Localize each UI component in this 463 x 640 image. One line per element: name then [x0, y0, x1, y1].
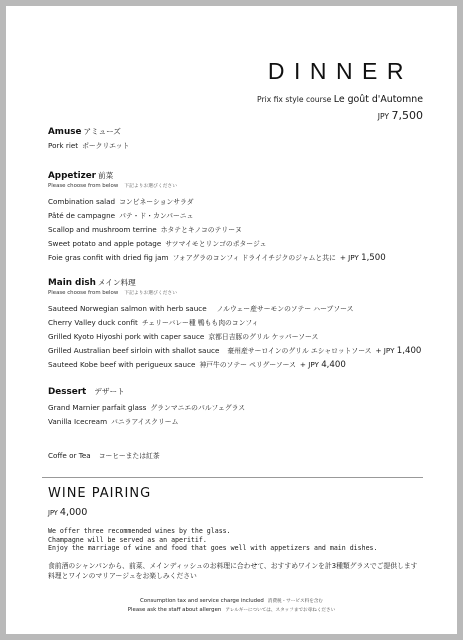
- menu-item-en: Grand Marnier parfait glass: [48, 403, 147, 412]
- choose-note: [48, 289, 421, 296]
- menu-item-ja: ホタテとキノコのテリーヌ: [160, 226, 242, 234]
- section-title-en: Appetizer: [48, 171, 97, 181]
- menu-item-en: Pork riet: [48, 141, 79, 150]
- menu-item-en: Grilled Australian beef sirloin with shallot sauce: [48, 346, 220, 355]
- drink-line: [48, 449, 160, 463]
- menu-item-en: Pâté de campagne: [48, 211, 116, 220]
- section-title-en: Main dish: [48, 278, 96, 288]
- menu-item-ja: グランマニエのパルフェグラス: [150, 404, 246, 412]
- choose-note-en: Please choose from below: [48, 183, 119, 189]
- course-price: [378, 109, 423, 122]
- menu-item: [48, 209, 386, 223]
- section-title-appetizer: [48, 170, 386, 181]
- supplement-value: 4,400: [321, 360, 346, 370]
- menu-item: [48, 223, 386, 237]
- footer-notes: [6, 597, 457, 615]
- menu-item-en: Vanilla Icecream: [48, 417, 108, 426]
- course-line: [257, 94, 423, 105]
- course-label: Prix fix style course: [257, 95, 332, 104]
- allergy-note: [6, 606, 457, 615]
- menu-item: [48, 237, 386, 251]
- menu-page: [6, 6, 457, 634]
- supplement-price: [375, 346, 421, 355]
- supplement-price: [300, 360, 346, 369]
- brand-name: Le goût d'Automne: [333, 94, 423, 105]
- menu-item-en: Coffe or Tea: [48, 451, 91, 460]
- choose-note-ja: 下記よりお選びください: [124, 291, 178, 296]
- wine-description-en: [48, 527, 378, 553]
- wine-pairing-title: WINE PAIRING: [48, 486, 152, 501]
- menu-item-en: Combination salad: [48, 197, 116, 206]
- course-price-currency: JPY: [377, 112, 390, 121]
- menu-item: [48, 415, 245, 429]
- menu-item: [48, 302, 421, 316]
- menu-item: [48, 195, 386, 209]
- section-appetizer: [48, 170, 386, 265]
- menu-item-ja: パテ・ド・カンパーニュ: [119, 212, 194, 220]
- menu-item-en: Sauteed Norwegian salmon with herb sauce: [48, 304, 207, 313]
- menu-item-ja: フォアグラのコンフィ ドライイチジクのジャムと共に: [172, 254, 336, 262]
- menu-item: [48, 401, 245, 415]
- section-title-amuse: [48, 126, 129, 137]
- section-title-ja: アミューズ: [83, 127, 121, 136]
- divider: [42, 477, 423, 478]
- section-main-dish: [48, 277, 421, 372]
- choose-note-ja: 下記よりお選びください: [124, 184, 178, 189]
- course-price-value: 7,500: [391, 109, 423, 122]
- section-title-dessert: [48, 386, 245, 397]
- allergy-note-ja: アレルギーについては、スタッフまでお尋ねください: [225, 608, 336, 613]
- section-title-en: Dessert: [48, 387, 87, 397]
- menu-item: [48, 449, 160, 463]
- section-dessert: [48, 386, 245, 429]
- menu-item-ja: 神戸牛のソテー ペリグーソース: [199, 361, 296, 369]
- section-title-en: Amuse: [48, 127, 82, 137]
- section-amuse: [48, 126, 129, 153]
- supplement-value: 1,500: [361, 253, 386, 263]
- wine-line: Champagne will be served as an aperitif.: [48, 535, 207, 544]
- supplement-prefix: + JPY: [339, 253, 359, 262]
- menu-item-ja: ノルウェー産サーモンのソテー ハーブソース: [216, 305, 354, 313]
- wine-line: 食前酒のシャンパンから、前菜、メインディッシュのお料理に合わせて、おすすめワインを計3種類グラスでご提供します: [48, 562, 418, 570]
- menu-item-ja: サツマイモとリンゴのポタージュ: [165, 240, 267, 248]
- supplement-prefix: + JPY: [299, 360, 319, 369]
- menu-item: [48, 344, 421, 358]
- menu-item: [48, 139, 129, 153]
- menu-item-ja: コンビネーションサラダ: [119, 198, 194, 206]
- menu-item-ja: コーヒーまたは紅茶: [98, 452, 160, 460]
- section-title-ja: メイン料理: [97, 278, 136, 287]
- menu-item-ja: 京都日吉豚のグリル ケッパーソース: [208, 333, 319, 341]
- menu-item-ja: バニラアイスクリーム: [111, 418, 179, 426]
- menu-item-ja: ポークリエット: [82, 142, 130, 150]
- wine-description-ja: [48, 561, 417, 581]
- tax-note: [6, 597, 457, 606]
- menu-item-en: Cherry Valley duck confit: [48, 318, 138, 327]
- menu-item-en: Grilled Kyoto Hiyoshi pork with caper sauce: [48, 332, 205, 341]
- choose-note: [48, 182, 386, 189]
- wine-price-currency: JPY: [48, 509, 58, 517]
- menu-item: [48, 358, 421, 372]
- menu-item: [48, 316, 421, 330]
- menu-item-en: Sweet potato and apple potage: [48, 239, 162, 248]
- menu-item: [48, 330, 421, 344]
- wine-pairing-price: [48, 507, 87, 518]
- wine-line: Enjoy the marriage of wine and food that goes well with appetizers and main dishes.: [48, 544, 378, 553]
- menu-item-ja: チェリーバレー種 鴨もも肉のコンフィ: [141, 319, 259, 327]
- allergy-note-en: Please ask the staff about allergen: [127, 607, 222, 613]
- menu-title: DINNER: [267, 58, 413, 84]
- choose-note-en: Please choose from below: [48, 290, 119, 296]
- section-title-ja: 前菜: [98, 171, 114, 180]
- tax-note-en: Consumption tax and service charge included: [140, 598, 264, 604]
- supplement-value: 1,400: [396, 346, 422, 356]
- wine-line: 料理とワインのマリアージュをお楽しみください: [48, 572, 197, 580]
- supplement-prefix: + JPY: [375, 346, 395, 355]
- section-title-ja: デザート: [94, 387, 125, 396]
- menu-item-en: Foie gras confit with dried fig jam: [48, 253, 169, 262]
- wine-price-value: 4,000: [59, 507, 88, 518]
- section-title-main-dish: [48, 277, 421, 288]
- supplement-price: [340, 253, 386, 262]
- menu-item-ja: 豪州産サーロインのグリル エシャロットソース: [227, 347, 372, 355]
- wine-line: We offer three recommended wines by the glass.: [48, 527, 231, 535]
- menu-item: [48, 251, 386, 265]
- tax-note-ja: 消費税・サービス料を含む: [267, 599, 323, 604]
- menu-item-en: Sauteed Kobe beef with perigueux sauce: [48, 360, 196, 369]
- menu-item-en: Scallop and mushroom terrine: [48, 225, 157, 234]
